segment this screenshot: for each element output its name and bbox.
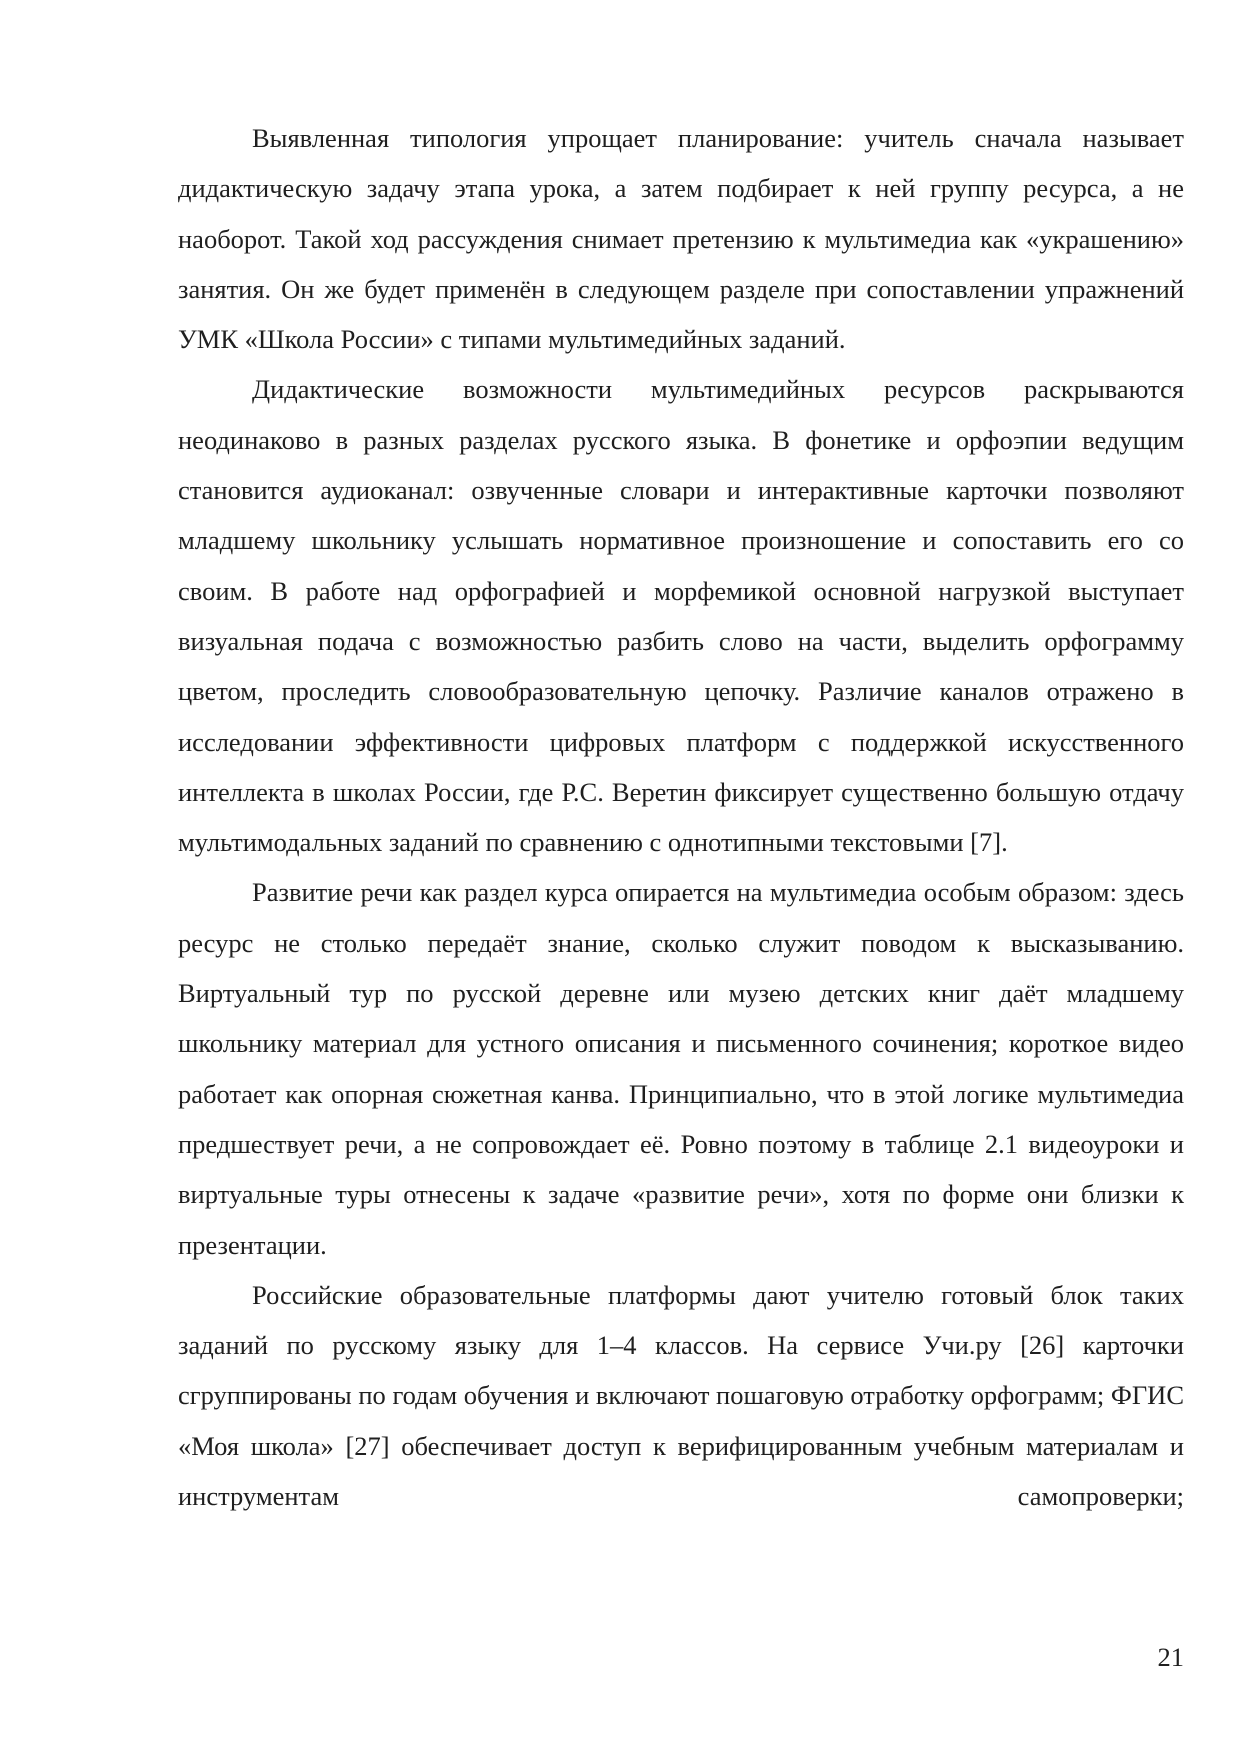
page-number: 21 (1157, 1642, 1184, 1672)
paragraph-speech-development: Развитие речи как раздел курса опирается на мультимедиа особым образом: здесь ресурс не столько передаёт знание, сколько служит поводом к высказыванию. Виртуальный тур по русской деревне или музею детских книг даёт младшему школьнику материал для устного описания и письменного сочинения; короткое видео работает как опорная сюжетная канва. Принципиально, что в этой логике мультимедиа предшествует речи, а не сопровождает её. Ровно поэтому в таблице 2.1 видеоуроки и виртуальные туры отнесены к задаче «развитие речи», хотя по форме они близки к презентации. (178, 877, 1184, 1260)
paragraph-didactic-possibilities: Дидактические возможности мультимедийных ресурсов раскрываются неодинаково в разных разделах русского языка. В фонетике и орфоэпии ведущим становится аудиоканал: озвученные словари и интерактивные карточки позволяют младшему школьнику услышать нормативное произношение и сопоставить его со своим. В работе над орфографией и морфемикой основной нагрузкой выступает визуальная подача с возможностью разбить слово на части, выделить орфограмму цветом, проследить словообразовательную цепочку. Различие каналов отражено в исследовании эффективности цифровых платформ с поддержкой искусственного интеллекта в школах России, где Р.С. Веретин фиксирует существенно большую отдачу мультимодальных заданий по сравнению с однотипными текстовыми [7]. (178, 374, 1184, 858)
paragraph-typology: Выявленная типология упрощает планирование: учитель сначала называет дидактическую задачу этапа урока, а затем подбирает к ней группу ресурса, а не наоборот. Такой ход рассуждения снимает претензию к мультимедиа как «украшению» занятия. Он же будет применён в следующем разделе при сопоставлении упражнений УМК «Школа России» с типами мультимедийных заданий. (178, 123, 1184, 355)
paragraph-platforms: Российские образовательные платформы дают учителю готовый блок таких заданий по русскому языку для 1–4 классов. На сервисе Учи.ру [26] карточки сгруппированы по годам обучения и включают пошаговую отработку орфограмм; ФГИС «Моя школа» [27] обеспечивает доступ к верифицированным учебным материалам и инструментам самопроверки; (178, 1279, 1184, 1512)
body-text (178, 113, 1184, 1521)
